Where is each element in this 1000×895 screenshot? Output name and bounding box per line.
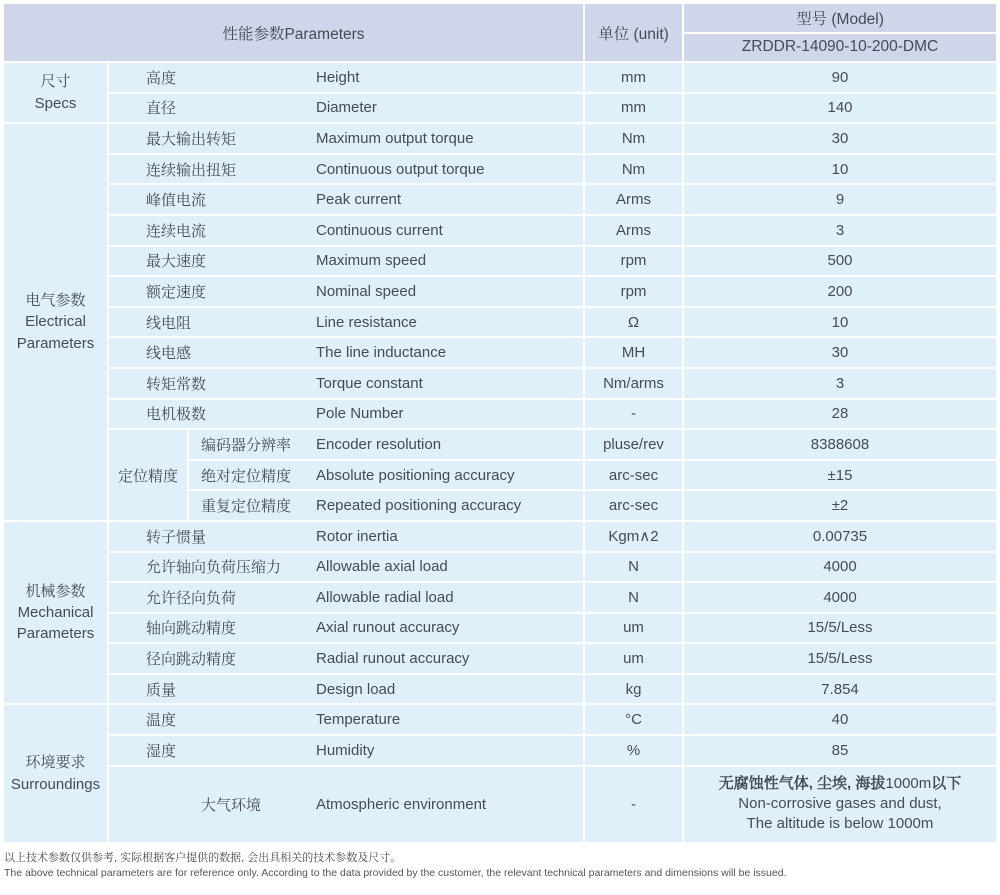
unit-cell: um [585, 614, 682, 643]
parameter-en: Rotor inertia [316, 527, 398, 545]
unit-cell: rpm [585, 247, 682, 276]
value-cell: 3 [684, 369, 996, 398]
parameter-zh: 电机极数 [146, 406, 207, 424]
parameter-cell [109, 185, 583, 214]
value-rich-text [684, 774, 996, 833]
parameter-en: Design load [316, 680, 396, 698]
table-body [4, 63, 996, 842]
parameter-en: Continuous output torque [316, 160, 485, 178]
parameter-en: Radial runout accuracy [316, 650, 470, 668]
value-line-en: The altitude is below 1000m [746, 815, 934, 833]
value-cell: 4000 [684, 553, 996, 582]
unit-cell: N [585, 553, 682, 582]
parameter-cell [109, 583, 583, 612]
value-bold-segment: 以下 [931, 775, 962, 793]
table-header [4, 4, 996, 61]
value-cell: 30 [684, 124, 996, 153]
parameter-zh: 转子惯量 [146, 528, 207, 546]
table-row [4, 400, 996, 429]
parameter-zh: 温度 [146, 712, 177, 730]
footnote-zh: 以上技术参数仅供参考, 实际根据客户提供的数据, 会出具相关的技术参数及尺寸。 [4, 851, 402, 864]
parameter-en: Allowable axial load [316, 558, 448, 576]
value-cell: 0.00735 [684, 522, 996, 551]
value-cell: 9 [684, 185, 996, 214]
unit-cell: N [585, 583, 682, 612]
value-cell: 10 [684, 155, 996, 184]
value-cell: ±15 [684, 461, 996, 490]
parameter-en: Line resistance [316, 313, 417, 331]
table-row [4, 675, 996, 704]
section-label-zh: 尺寸 [40, 73, 71, 91]
parameter-cell [189, 430, 583, 459]
value-cell: 500 [684, 247, 996, 276]
parameter-zh: 湿度 [146, 742, 177, 760]
value-cell: 90 [684, 63, 996, 92]
parameter-cell [189, 461, 583, 490]
parameter-cell [109, 614, 583, 643]
parameter-zh: 允许轴向负荷压缩力 [146, 559, 282, 577]
table-row [4, 185, 996, 214]
parameter-en: Pole Number [316, 405, 404, 423]
parameter-en: Allowable radial load [316, 588, 454, 606]
spec-table [2, 2, 998, 844]
section-label-zh: 机械参数 [25, 582, 86, 600]
parameter-en: Torque constant [316, 374, 423, 392]
table-row [4, 767, 996, 842]
parameter-zh: 直径 [146, 100, 177, 118]
parameter-cell [109, 400, 583, 429]
value-cell: 10 [684, 308, 996, 337]
unit-cell: Kgm∧2 [585, 522, 682, 551]
parameter-cell [109, 63, 583, 92]
table-row [4, 247, 996, 276]
section-label-en: Specs [34, 94, 77, 112]
parameter-zh: 最大输出转矩 [146, 130, 237, 148]
table-row [4, 583, 996, 612]
value-cell: 3 [684, 216, 996, 245]
parameter-zh: 重复定位精度 [201, 498, 292, 516]
section-label-cell [4, 522, 107, 704]
unit-cell: Nm [585, 155, 682, 184]
parameter-zh: 转矩常数 [146, 375, 207, 393]
parameter-cell [189, 491, 583, 520]
parameter-cell [109, 736, 583, 765]
unit-cell: °C [585, 705, 682, 734]
parameter-zh: 质量 [146, 681, 177, 699]
unit-cell: Arms [585, 216, 682, 245]
parameter-en: Nominal speed [316, 282, 417, 300]
unit-cell: - [585, 400, 682, 429]
parameter-cell [109, 553, 583, 582]
table-row [4, 369, 996, 398]
section-label-zh: 环境要求 [25, 754, 86, 772]
parameter-en: Temperature [316, 711, 401, 729]
unit-cell: mm [585, 63, 682, 92]
spec-sheet [0, 2, 1000, 879]
parameter-en: Peak current [316, 191, 402, 209]
parameter-cell [109, 369, 583, 398]
unit-cell: - [585, 767, 682, 842]
parameter-zh: 线电感 [146, 345, 192, 363]
parameter-cell [109, 644, 583, 673]
header-row-1 [4, 4, 996, 32]
parameter-en: Maximum output torque [316, 129, 474, 147]
parameter-zh: 连续电流 [146, 222, 207, 240]
table-row [4, 644, 996, 673]
header-model-value: ZRDDR-14090-10-200-DMC [684, 34, 996, 62]
footnote [4, 849, 1000, 879]
unit-cell: um [585, 644, 682, 673]
unit-cell: rpm [585, 277, 682, 306]
parameter-cell [109, 522, 583, 551]
table-row [4, 553, 996, 582]
unit-cell: Nm/arms [585, 369, 682, 398]
table-row [4, 430, 996, 459]
table-row [4, 277, 996, 306]
unit-cell: arc-sec [585, 461, 682, 490]
value-cell: 40 [684, 705, 996, 734]
parameter-zh: 编码器分辨率 [201, 436, 292, 454]
table-row [4, 338, 996, 367]
header-unit: 单位 (unit) [585, 4, 682, 61]
parameter-cell [109, 277, 583, 306]
section-label-cell [4, 63, 107, 122]
table-row [4, 308, 996, 337]
value-bold-segment: 无腐蚀性气体, 尘埃, 海拔 [718, 775, 886, 793]
unit-cell: Ω [585, 308, 682, 337]
parameter-cell [109, 94, 583, 123]
table-row [4, 63, 996, 92]
section-label-en: Mechanical Parameters [16, 604, 95, 643]
table-row [4, 614, 996, 643]
footnote-en: The above technical parameters are for reference only. According to the data provided by the customer, the relevant technical parameters and dimensions will be issued. [4, 866, 787, 879]
value-cell: 28 [684, 400, 996, 429]
value-segment: 1000m [885, 775, 932, 793]
unit-cell: Nm [585, 124, 682, 153]
table-row [4, 705, 996, 734]
parameter-zh: 允许径向负荷 [146, 589, 237, 607]
parameter-zh: 轴向跳动精度 [146, 620, 237, 638]
unit-cell: % [585, 736, 682, 765]
parameter-en: Absolute positioning accuracy [316, 466, 515, 484]
value-cell: 200 [684, 277, 996, 306]
parameter-zh: 径向跳动精度 [146, 651, 237, 669]
table-row [4, 522, 996, 551]
parameter-cell [109, 338, 583, 367]
value-cell: 85 [684, 736, 996, 765]
section-label-en: Surroundings [10, 775, 101, 793]
parameter-zh: 额定速度 [146, 283, 207, 301]
parameter-cell [109, 308, 583, 337]
parameter-cell [109, 216, 583, 245]
parameter-zh: 高度 [146, 69, 177, 87]
unit-cell: mm [585, 94, 682, 123]
parameter-en: Diameter [316, 99, 377, 117]
parameter-zh: 线电阻 [146, 314, 192, 332]
parameter-cell [109, 124, 583, 153]
parameter-en: Humidity [316, 741, 375, 759]
parameter-cell [109, 247, 583, 276]
value-cell: 8388608 [684, 430, 996, 459]
value-cell: 7.854 [684, 675, 996, 704]
parameter-en: Axial runout accuracy [316, 619, 460, 637]
unit-cell: pluse/rev [585, 430, 682, 459]
header-parameters: 性能参数Parameters [4, 4, 583, 61]
value-cell: 15/5/Less [684, 614, 996, 643]
section-label-en: Electrical Parameters [16, 313, 95, 352]
parameter-zh: 连续输出扭矩 [146, 161, 237, 179]
value-line-en: Non-corrosive gases and dust, [738, 795, 942, 813]
unit-cell: MH [585, 338, 682, 367]
table-row [4, 155, 996, 184]
parameter-en: The line inductance [316, 344, 447, 362]
parameter-en: Atmospheric environment [316, 795, 487, 813]
unit-cell: Arms [585, 185, 682, 214]
section-label-cell [4, 705, 107, 841]
parameter-zh: 大气环境 [200, 796, 261, 814]
parameter-zh: 峰值电流 [146, 192, 207, 210]
section-label-cell [4, 124, 107, 520]
section-label-zh: 电气参数 [25, 292, 86, 310]
value-cell: 4000 [684, 583, 996, 612]
parameter-en: Repeated positioning accuracy [316, 497, 522, 515]
unit-cell: kg [585, 675, 682, 704]
value-cell: ±2 [684, 491, 996, 520]
table-row [4, 124, 996, 153]
parameter-en: Continuous current [316, 221, 443, 239]
parameter-zh: 绝对定位精度 [201, 467, 292, 485]
parameter-en: Encoder resolution [316, 435, 442, 453]
value-cell: 140 [684, 94, 996, 123]
parameter-zh: 最大速度 [146, 253, 207, 271]
parameter-cell [109, 675, 583, 704]
parameter-en: Maximum speed [316, 252, 427, 270]
group-label-cell: 定位精度 [109, 430, 187, 520]
value-cell: 30 [684, 338, 996, 367]
parameter-en: Height [316, 68, 360, 86]
unit-cell: arc-sec [585, 491, 682, 520]
table-row [4, 94, 996, 123]
parameter-cell [109, 155, 583, 184]
parameter-cell [109, 767, 583, 842]
header-model: 型号 (Model) [684, 4, 996, 32]
value-cell: 15/5/Less [684, 644, 996, 673]
table-row [4, 216, 996, 245]
value-line-zh [684, 774, 996, 794]
parameter-cell [109, 705, 583, 734]
table-row [4, 736, 996, 765]
value-cell [684, 767, 996, 842]
